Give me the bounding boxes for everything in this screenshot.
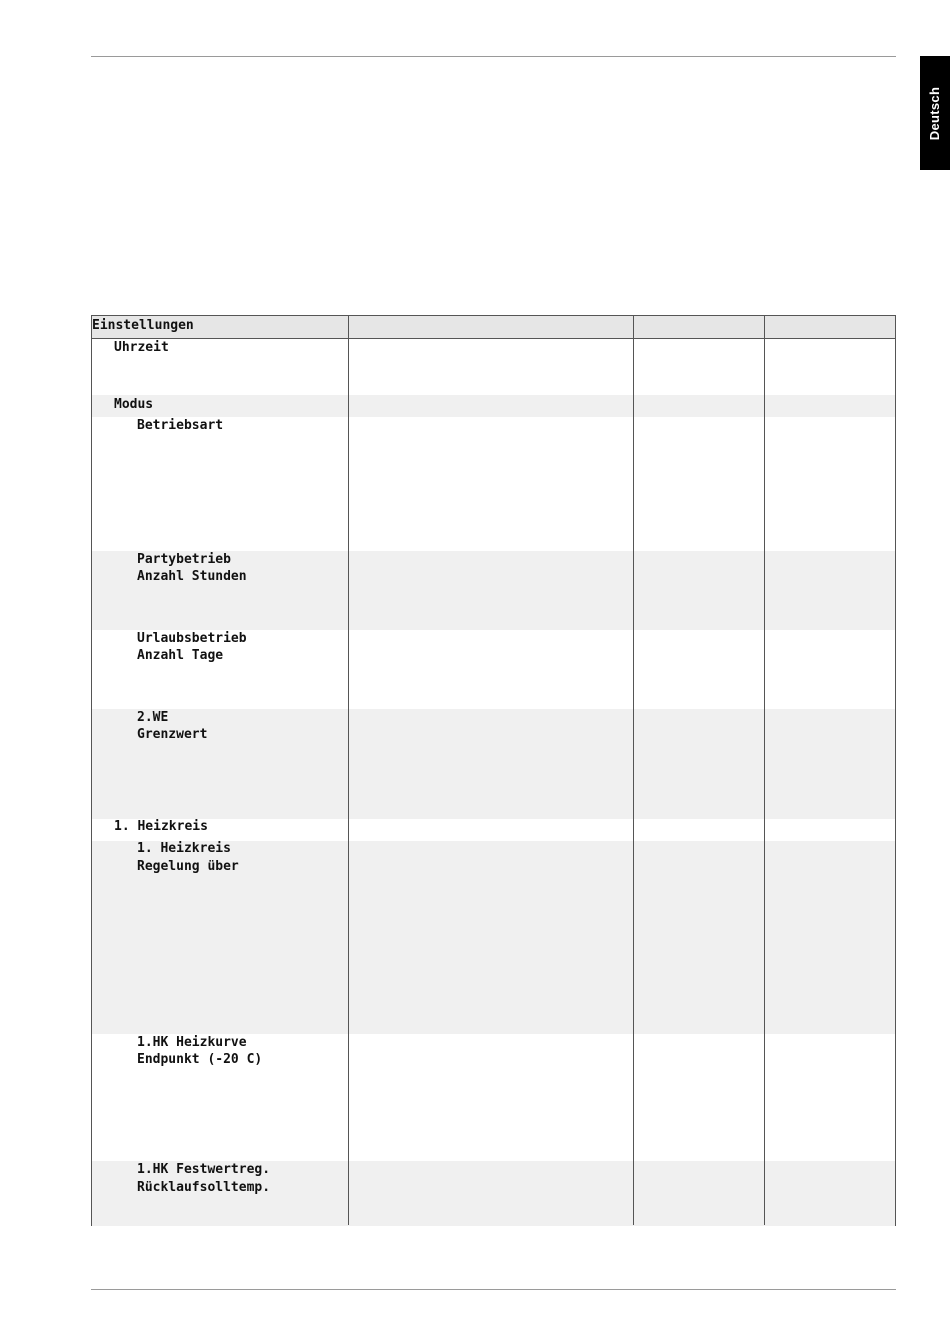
setting-sublabel: Anzahl Stunden — [137, 569, 247, 584]
setting-label: 2.WE — [137, 710, 169, 725]
setting-sublabel: Anzahl Tage — [137, 648, 224, 663]
column-divider — [633, 316, 634, 1225]
setting-label: 1. Heizkreis — [137, 841, 231, 856]
row-band — [92, 395, 895, 417]
bottom-rule — [91, 1289, 896, 1290]
table-header-row — [92, 316, 895, 339]
setting-sublabel: Grenzwert — [137, 727, 208, 742]
setting-label: Partybetrieb — [137, 552, 231, 567]
table-header-label: Einstellungen — [92, 318, 194, 333]
column-divider — [764, 316, 765, 1225]
setting-sublabel: Regelung über — [137, 859, 239, 874]
row-band — [92, 709, 895, 819]
setting-sublabel: Rücklaufsolltemp. — [137, 1180, 271, 1195]
setting-label: Uhrzeit — [114, 340, 169, 355]
language-tab — [920, 56, 950, 170]
top-rule — [91, 56, 896, 57]
setting-label: 1.HK Heizkurve — [137, 1035, 247, 1050]
setting-label: 1. Heizkreis — [114, 819, 208, 834]
setting-label: Urlaubsbetrieb — [137, 631, 247, 646]
setting-label: Betriebsart — [137, 418, 224, 433]
setting-label: 1.HK Festwertreg. — [137, 1162, 271, 1177]
language-tab-label: Deutsch — [927, 86, 943, 140]
setting-label: Modus — [114, 397, 154, 412]
setting-sublabel: Endpunkt (-20 C) — [137, 1052, 263, 1067]
settings-table — [91, 315, 896, 1226]
column-divider — [348, 316, 349, 1225]
